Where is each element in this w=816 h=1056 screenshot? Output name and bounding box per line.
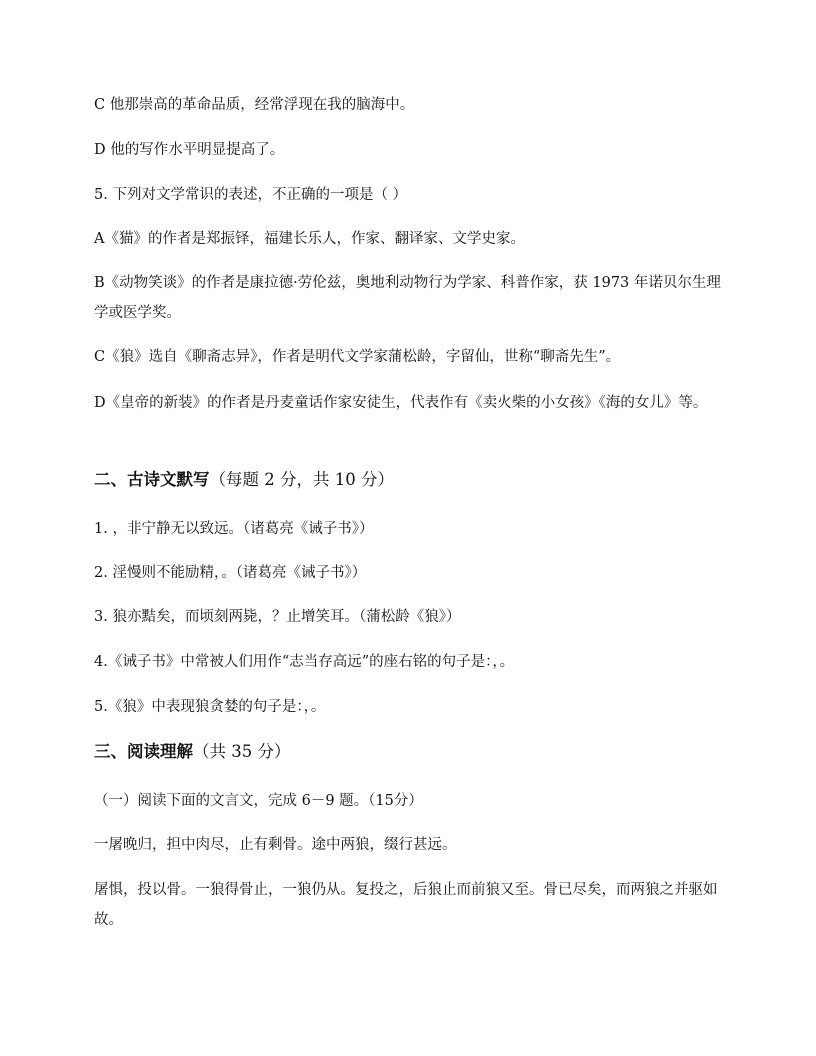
section-2-item-5: 5.《狼》中表现狼贪婪的句子是：，。 bbox=[94, 699, 326, 715]
section-2-item-3: 3. 狼亦黠矣，而顷刻两毙，？止增笑耳。（蒲松龄《狼》） bbox=[94, 609, 461, 625]
section-2-item-2: 2. 淫慢则不能励精，。（诸葛亮《诫子书》） bbox=[94, 565, 367, 581]
question-5-option-c: C《狼》选自《聊斋志异》，作者是明代文学家蒲松龄，字留仙，世称“聊斋先生”。 bbox=[94, 349, 621, 365]
option-c-sentence: C 他那崇高的革命品质，经常浮现在我的脑海中。 bbox=[94, 97, 415, 113]
reading-paragraph-2: 屠惧，投以骨。一狼得骨止，一狼仍从。复投之，后狼止而前狼又至。骨已尽矣，而两狼之并驱如故。 bbox=[94, 882, 718, 928]
question-5-option-a: A《猫》的作者是郑振铎，福建长乐人，作家、翻译家、文学史家。 bbox=[94, 231, 525, 247]
question-5-option-d: D《皇帝的新装》的作者是丹麦童话作家安徒生，代表作有《卖火柴的小女孩》《海的女儿》等。 bbox=[94, 395, 708, 411]
reading-paragraph-1: 一屠晚归，担中肉尽，止有剩骨。途中两狼，缀行甚远。 bbox=[94, 837, 457, 853]
section-2-note: （每题 2 分，共 10 分） bbox=[209, 470, 394, 489]
question-5: 5. 下列对文学常识的表述，不正确的一项是（ ） bbox=[94, 187, 408, 203]
section-2-item-1: 1. ，非宁静无以致远。（诸葛亮《诫子书》） bbox=[94, 521, 374, 537]
section-2-heading bbox=[94, 465, 724, 495]
section-3-part-1: （一）阅读下面的文言文，完成 6－9 题。（15分） bbox=[94, 793, 423, 809]
section-3-title: 三、阅读理解 bbox=[94, 742, 193, 761]
option-d-sentence: D 他的写作水平明显提高了。 bbox=[94, 142, 285, 158]
section-2-item-4: 4.《诫子书》中常被人们用作“志当存高远”的座右铭的句子是：，。 bbox=[94, 654, 515, 670]
section-3-note: （共 35 分） bbox=[193, 742, 291, 761]
section-3-heading bbox=[94, 737, 724, 767]
section-2-title: 二、古诗文默写 bbox=[94, 470, 210, 489]
question-5-option-b: B《动物笑谈》的作者是康拉德·劳伦兹，奥地利动物行为学家、科普作家，获 1973 年诺贝尔生理学或医学奖。 bbox=[94, 275, 721, 321]
